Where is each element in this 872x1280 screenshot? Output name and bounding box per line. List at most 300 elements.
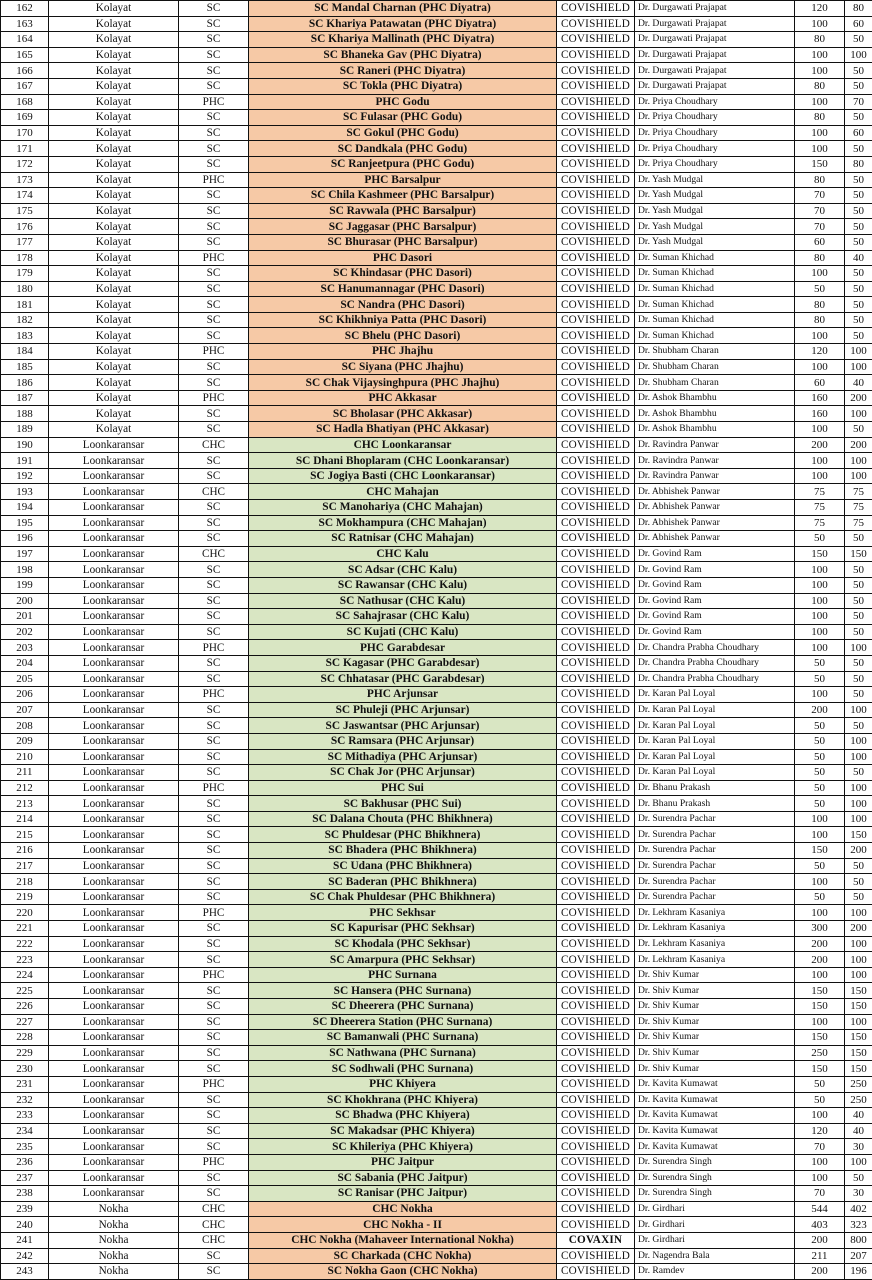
table-row <box>1 1154 872 1170</box>
doctor-cell: Dr. Surendra Singh <box>635 1170 795 1186</box>
session-site-cell: PHC Godu <box>249 94 557 110</box>
session-site-cell: SC Khikhniya Patta (PHC Dasori) <box>249 312 557 328</box>
block-cell: Nokha <box>49 1264 179 1280</box>
block-cell: Kolayat <box>49 156 179 172</box>
session-site-cell: CHC Nokha (Mahaveer International Nokha) <box>249 1232 557 1248</box>
facility-type-cell: SC <box>179 1108 249 1124</box>
second-dose-count-cell: 323 <box>845 1217 872 1233</box>
table-row <box>1 624 872 640</box>
dose-count-cell: 100 <box>795 624 845 640</box>
session-site-cell: SC Bamanwali (PHC Surnana) <box>249 1030 557 1046</box>
facility-type-cell: SC <box>179 733 249 749</box>
second-dose-count-cell: 50 <box>845 188 872 204</box>
dose-count-cell: 150 <box>795 983 845 999</box>
facility-type-cell: SC <box>179 609 249 625</box>
dose-count-cell: 150 <box>795 546 845 562</box>
dose-count-cell: 50 <box>795 1092 845 1108</box>
vaccine-cell: COVISHIELD <box>557 375 635 391</box>
block-cell: Loonkaransar <box>49 562 179 578</box>
block-cell: Loonkaransar <box>49 780 179 796</box>
doctor-cell: Dr. Lekhram Kasaniya <box>635 921 795 937</box>
session-site-cell: SC Khileriya (PHC Khiyera) <box>249 1139 557 1155</box>
facility-type-cell: SC <box>179 422 249 438</box>
second-dose-count-cell: 402 <box>845 1201 872 1217</box>
serial-number-cell: 183 <box>1 328 49 344</box>
facility-type-cell: PHC <box>179 250 249 266</box>
vaccine-cell: COVISHIELD <box>557 141 635 157</box>
doctor-cell: Dr. Girdhari <box>635 1217 795 1233</box>
facility-type-cell: SC <box>179 936 249 952</box>
serial-number-cell: 234 <box>1 1123 49 1139</box>
block-cell: Kolayat <box>49 78 179 94</box>
serial-number-cell: 228 <box>1 1030 49 1046</box>
dose-count-cell: 160 <box>795 406 845 422</box>
vaccine-cell: COVISHIELD <box>557 671 635 687</box>
session-site-cell: SC Gokul (PHC Godu) <box>249 125 557 141</box>
block-cell: Loonkaransar <box>49 702 179 718</box>
session-site-cell: SC Manohariya (CHC Mahajan) <box>249 500 557 516</box>
session-site-cell: SC Chak Jor (PHC Arjunsar) <box>249 765 557 781</box>
dose-count-cell: 403 <box>795 1217 845 1233</box>
second-dose-count-cell: 150 <box>845 1061 872 1077</box>
block-cell: Kolayat <box>49 188 179 204</box>
second-dose-count-cell: 100 <box>845 406 872 422</box>
block-cell: Kolayat <box>49 203 179 219</box>
dose-count-cell: 100 <box>795 1170 845 1186</box>
dose-count-cell: 160 <box>795 390 845 406</box>
table-row <box>1 390 872 406</box>
table-row <box>1 188 872 204</box>
facility-type-cell: SC <box>179 655 249 671</box>
serial-number-cell: 227 <box>1 1014 49 1030</box>
second-dose-count-cell: 50 <box>845 577 872 593</box>
serial-number-cell: 174 <box>1 188 49 204</box>
dose-count-cell: 100 <box>795 562 845 578</box>
vaccine-cell: COVISHIELD <box>557 1061 635 1077</box>
serial-number-cell: 207 <box>1 702 49 718</box>
block-cell: Kolayat <box>49 1 179 17</box>
vaccine-cell: COVISHIELD <box>557 94 635 110</box>
dose-count-cell: 150 <box>795 999 845 1015</box>
table-row <box>1 47 872 63</box>
session-site-cell: CHC Nokha - II <box>249 1217 557 1233</box>
second-dose-count-cell: 200 <box>845 843 872 859</box>
block-cell: Loonkaransar <box>49 687 179 703</box>
dose-count-cell: 50 <box>795 1076 845 1092</box>
vaccine-cell: COVISHIELD <box>557 219 635 235</box>
doctor-cell: Dr. Abhishek Panwar <box>635 515 795 531</box>
block-cell: Kolayat <box>49 406 179 422</box>
block-cell: Kolayat <box>49 344 179 360</box>
doctor-cell: Dr. Govind Ram <box>635 562 795 578</box>
serial-number-cell: 170 <box>1 125 49 141</box>
vaccine-cell: COVISHIELD <box>557 967 635 983</box>
serial-number-cell: 223 <box>1 952 49 968</box>
doctor-cell: Dr. Suman Khichad <box>635 266 795 282</box>
dose-count-cell: 100 <box>795 577 845 593</box>
second-dose-count-cell: 50 <box>845 219 872 235</box>
block-cell: Loonkaransar <box>49 843 179 859</box>
vaccine-cell: COVISHIELD <box>557 749 635 765</box>
second-dose-count-cell: 250 <box>845 1076 872 1092</box>
table-row <box>1 531 872 547</box>
dose-count-cell: 50 <box>795 531 845 547</box>
serial-number-cell: 222 <box>1 936 49 952</box>
facility-type-cell: SC <box>179 811 249 827</box>
session-site-cell: SC Baderan (PHC Bhikhnera) <box>249 874 557 890</box>
table-row <box>1 515 872 531</box>
doctor-cell: Dr. Kavita Kumawat <box>635 1076 795 1092</box>
facility-type-cell: SC <box>179 796 249 812</box>
second-dose-count-cell: 50 <box>845 172 872 188</box>
vaccine-cell: COVISHIELD <box>557 484 635 500</box>
facility-type-cell: SC <box>179 562 249 578</box>
facility-type-cell: SC <box>179 827 249 843</box>
dose-count-cell: 50 <box>795 796 845 812</box>
vaccine-cell: COVISHIELD <box>557 858 635 874</box>
facility-type-cell: SC <box>179 671 249 687</box>
session-site-cell: SC Mithadiya (PHC Arjunsar) <box>249 749 557 765</box>
session-site-cell: SC Khodala (PHC Sekhsar) <box>249 936 557 952</box>
dose-count-cell: 100 <box>795 359 845 375</box>
doctor-cell: Dr. Shiv Kumar <box>635 999 795 1015</box>
block-cell: Nokha <box>49 1217 179 1233</box>
doctor-cell: Dr. Surendra Pachar <box>635 827 795 843</box>
block-cell: Loonkaransar <box>49 1154 179 1170</box>
session-site-cell: SC Jogiya Basti (CHC Loonkaransar) <box>249 468 557 484</box>
serial-number-cell: 190 <box>1 437 49 453</box>
facility-type-cell: SC <box>179 1061 249 1077</box>
dose-count-cell: 50 <box>795 889 845 905</box>
serial-number-cell: 237 <box>1 1170 49 1186</box>
doctor-cell: Dr. Durgawati Prajapat <box>635 16 795 32</box>
facility-type-cell: SC <box>179 1170 249 1186</box>
serial-number-cell: 182 <box>1 312 49 328</box>
doctor-cell: Dr. Ravindra Panwar <box>635 468 795 484</box>
facility-type-cell: SC <box>179 1030 249 1046</box>
facility-type-cell: PHC <box>179 1154 249 1170</box>
facility-type-cell: SC <box>179 1014 249 1030</box>
session-site-cell: SC Phuldesar (PHC Bhikhnera) <box>249 827 557 843</box>
serial-number-cell: 168 <box>1 94 49 110</box>
block-cell: Loonkaransar <box>49 858 179 874</box>
dose-count-cell: 75 <box>795 500 845 516</box>
serial-number-cell: 239 <box>1 1201 49 1217</box>
dose-count-cell: 60 <box>795 234 845 250</box>
dose-count-cell: 150 <box>795 1061 845 1077</box>
session-site-cell: SC Ranisar (PHC Jaitpur) <box>249 1186 557 1202</box>
second-dose-count-cell: 100 <box>845 702 872 718</box>
doctor-cell: Dr. Yash Mudgal <box>635 203 795 219</box>
session-site-cell: SC Nathwana (PHC Surnana) <box>249 1045 557 1061</box>
dose-count-cell: 100 <box>795 1108 845 1124</box>
facility-type-cell: CHC <box>179 1232 249 1248</box>
dose-count-cell: 50 <box>795 780 845 796</box>
block-cell: Loonkaransar <box>49 484 179 500</box>
session-site-cell: SC Makadsar (PHC Khiyera) <box>249 1123 557 1139</box>
facility-type-cell: SC <box>179 624 249 640</box>
block-cell: Loonkaransar <box>49 749 179 765</box>
second-dose-count-cell: 100 <box>845 905 872 921</box>
serial-number-cell: 175 <box>1 203 49 219</box>
session-site-cell: SC Bhurasar (PHC Barsalpur) <box>249 234 557 250</box>
block-cell: Kolayat <box>49 390 179 406</box>
facility-type-cell: SC <box>179 1 249 17</box>
dose-count-cell: 100 <box>795 1014 845 1030</box>
dose-count-cell: 70 <box>795 188 845 204</box>
session-site-cell: SC Rawansar (CHC Kalu) <box>249 577 557 593</box>
vaccine-cell: COVISHIELD <box>557 1123 635 1139</box>
doctor-cell: Dr. Ravindra Panwar <box>635 453 795 469</box>
facility-type-cell: SC <box>179 32 249 48</box>
session-site-cell: SC Dheerera Station (PHC Surnana) <box>249 1014 557 1030</box>
session-site-cell: SC Ramsara (PHC Arjunsar) <box>249 733 557 749</box>
table-row <box>1 125 872 141</box>
serial-number-cell: 231 <box>1 1076 49 1092</box>
vaccine-cell: COVISHIELD <box>557 453 635 469</box>
facility-type-cell: SC <box>179 63 249 79</box>
block-cell: Kolayat <box>49 297 179 313</box>
table-row <box>1 468 872 484</box>
block-cell: Loonkaransar <box>49 1139 179 1155</box>
serial-number-cell: 242 <box>1 1248 49 1264</box>
facility-type-cell: CHC <box>179 1217 249 1233</box>
vaccine-cell: COVISHIELD <box>557 188 635 204</box>
serial-number-cell: 212 <box>1 780 49 796</box>
serial-number-cell: 166 <box>1 63 49 79</box>
serial-number-cell: 205 <box>1 671 49 687</box>
serial-number-cell: 179 <box>1 266 49 282</box>
vaccine-cell: COVISHIELD <box>557 874 635 890</box>
doctor-cell: Dr. Govind Ram <box>635 609 795 625</box>
serial-number-cell: 216 <box>1 843 49 859</box>
table-row <box>1 500 872 516</box>
vaccine-cell: COVISHIELD <box>557 63 635 79</box>
facility-type-cell: SC <box>179 874 249 890</box>
serial-number-cell: 169 <box>1 110 49 126</box>
dose-count-cell: 250 <box>795 1045 845 1061</box>
vaccine-cell: COVISHIELD <box>557 344 635 360</box>
second-dose-count-cell: 100 <box>845 952 872 968</box>
block-cell: Loonkaransar <box>49 437 179 453</box>
table-row <box>1 437 872 453</box>
serial-number-cell: 241 <box>1 1232 49 1248</box>
dose-count-cell: 50 <box>795 671 845 687</box>
block-cell: Loonkaransar <box>49 1092 179 1108</box>
doctor-cell: Dr. Yash Mudgal <box>635 172 795 188</box>
dose-count-cell: 300 <box>795 921 845 937</box>
block-cell: Kolayat <box>49 328 179 344</box>
facility-type-cell: SC <box>179 1186 249 1202</box>
vaccine-cell: COVISHIELD <box>557 687 635 703</box>
vaccine-cell: COVISHIELD <box>557 266 635 282</box>
block-cell: Loonkaransar <box>49 967 179 983</box>
block-cell: Loonkaransar <box>49 765 179 781</box>
facility-type-cell: SC <box>179 1123 249 1139</box>
session-site-cell: SC Bhaneka Gav (PHC Diyatra) <box>249 47 557 63</box>
dose-count-cell: 100 <box>795 593 845 609</box>
facility-type-cell: PHC <box>179 94 249 110</box>
facility-type-cell: SC <box>179 281 249 297</box>
table-row <box>1 453 872 469</box>
session-site-cell: CHC Mahajan <box>249 484 557 500</box>
second-dose-count-cell: 150 <box>845 1045 872 1061</box>
facility-type-cell: SC <box>179 312 249 328</box>
table-row <box>1 1092 872 1108</box>
session-site-cell: SC Khariya Patawatan (PHC Diyatra) <box>249 16 557 32</box>
vaccine-cell: COVISHIELD <box>557 531 635 547</box>
session-site-cell: SC Nathusar (CHC Kalu) <box>249 593 557 609</box>
dose-count-cell: 100 <box>795 63 845 79</box>
table-row <box>1 889 872 905</box>
doctor-cell: Dr. Shiv Kumar <box>635 983 795 999</box>
second-dose-count-cell: 150 <box>845 999 872 1015</box>
dose-count-cell: 80 <box>795 32 845 48</box>
serial-number-cell: 167 <box>1 78 49 94</box>
serial-number-cell: 195 <box>1 515 49 531</box>
serial-number-cell: 189 <box>1 422 49 438</box>
facility-type-cell: PHC <box>179 780 249 796</box>
second-dose-count-cell: 75 <box>845 484 872 500</box>
vaccine-cell: COVISHIELD <box>557 32 635 48</box>
session-site-cell: PHC Khiyera <box>249 1076 557 1092</box>
second-dose-count-cell: 50 <box>845 562 872 578</box>
doctor-cell: Dr. Karan Pal Loyal <box>635 749 795 765</box>
block-cell: Loonkaransar <box>49 1061 179 1077</box>
serial-number-cell: 194 <box>1 500 49 516</box>
session-site-cell: CHC Loonkaransar <box>249 437 557 453</box>
dose-count-cell: 200 <box>795 1232 845 1248</box>
facility-type-cell: SC <box>179 765 249 781</box>
block-cell: Loonkaransar <box>49 936 179 952</box>
session-site-cell: PHC Dasori <box>249 250 557 266</box>
dose-count-cell: 200 <box>795 702 845 718</box>
doctor-cell: Dr. Bhanu Prakash <box>635 780 795 796</box>
session-site-cell: SC Kagasar (PHC Garabdesar) <box>249 655 557 671</box>
session-site-cell: SC Bhadera (PHC Bhikhnera) <box>249 843 557 859</box>
vaccine-cell: COVISHIELD <box>557 546 635 562</box>
vaccine-cell: COVISHIELD <box>557 765 635 781</box>
session-site-cell: SC Tokla (PHC Diyatra) <box>249 78 557 94</box>
second-dose-count-cell: 150 <box>845 1030 872 1046</box>
vaccine-cell: COVISHIELD <box>557 936 635 952</box>
block-cell: Kolayat <box>49 125 179 141</box>
table-row <box>1 1248 872 1264</box>
doctor-cell: Dr. Shubham Charan <box>635 359 795 375</box>
second-dose-count-cell: 100 <box>845 359 872 375</box>
doctor-cell: Dr. Surendra Singh <box>635 1186 795 1202</box>
doctor-cell: Dr. Chandra Prabha Choudhary <box>635 655 795 671</box>
vaccine-cell: COVISHIELD <box>557 624 635 640</box>
dose-count-cell: 100 <box>795 640 845 656</box>
doctor-cell: Dr. Yash Mudgal <box>635 234 795 250</box>
second-dose-count-cell: 40 <box>845 375 872 391</box>
second-dose-count-cell: 50 <box>845 422 872 438</box>
session-site-cell: SC Mokhampura (CHC Mahajan) <box>249 515 557 531</box>
vaccine-cell: COVISHIELD <box>557 281 635 297</box>
session-site-cell: SC Hadla Bhatiyan (PHC Akkasar) <box>249 422 557 438</box>
table-row <box>1 32 872 48</box>
facility-type-cell: SC <box>179 406 249 422</box>
second-dose-count-cell: 60 <box>845 16 872 32</box>
second-dose-count-cell: 100 <box>845 796 872 812</box>
dose-count-cell: 80 <box>795 78 845 94</box>
doctor-cell: Dr. Lekhram Kasaniya <box>635 905 795 921</box>
vaccine-cell: COVISHIELD <box>557 1139 635 1155</box>
dose-count-cell: 100 <box>795 328 845 344</box>
serial-number-cell: 236 <box>1 1154 49 1170</box>
doctor-cell: Dr. Durgawati Prajapat <box>635 1 795 17</box>
doctor-cell: Dr. Suman Khichad <box>635 281 795 297</box>
facility-type-cell: SC <box>179 999 249 1015</box>
vaccine-cell: COVISHIELD <box>557 889 635 905</box>
table-row <box>1 1201 872 1217</box>
dose-count-cell: 200 <box>795 952 845 968</box>
table-row <box>1 1014 872 1030</box>
facility-type-cell: SC <box>179 1248 249 1264</box>
session-site-cell: SC Nokha Gaon (CHC Nokha) <box>249 1264 557 1280</box>
block-cell: Loonkaransar <box>49 577 179 593</box>
doctor-cell: Dr. Surendra Pachar <box>635 874 795 890</box>
doctor-cell: Dr. Govind Ram <box>635 546 795 562</box>
facility-type-cell: SC <box>179 47 249 63</box>
session-site-cell: SC Siyana (PHC Jhajhu) <box>249 359 557 375</box>
second-dose-count-cell: 50 <box>845 765 872 781</box>
dose-count-cell: 200 <box>795 1264 845 1280</box>
vaccine-cell: COVISHIELD <box>557 640 635 656</box>
facility-type-cell: SC <box>179 453 249 469</box>
vaccine-cell: COVISHIELD <box>557 780 635 796</box>
block-cell: Loonkaransar <box>49 1030 179 1046</box>
doctor-cell: Dr. Priya Choudhary <box>635 156 795 172</box>
table-row <box>1 250 872 266</box>
session-site-cell: PHC Garabdesar <box>249 640 557 656</box>
session-site-cell: SC Hanumannagar (PHC Dasori) <box>249 281 557 297</box>
table-row <box>1 640 872 656</box>
second-dose-count-cell: 100 <box>845 749 872 765</box>
table-row <box>1 94 872 110</box>
block-cell: Loonkaransar <box>49 1170 179 1186</box>
facility-type-cell: SC <box>179 141 249 157</box>
doctor-cell: Dr. Ramdev <box>635 1264 795 1280</box>
doctor-cell: Dr. Abhishek Panwar <box>635 500 795 516</box>
doctor-cell: Dr. Priya Choudhary <box>635 141 795 157</box>
facility-type-cell: SC <box>179 468 249 484</box>
block-cell: Kolayat <box>49 110 179 126</box>
serial-number-cell: 184 <box>1 344 49 360</box>
doctor-cell: Dr. Shiv Kumar <box>635 1014 795 1030</box>
session-site-cell: SC Ravwala (PHC Barsalpur) <box>249 203 557 219</box>
table-row <box>1 765 872 781</box>
serial-number-cell: 235 <box>1 1139 49 1155</box>
session-site-cell: SC Amarpura (PHC Sekhsar) <box>249 952 557 968</box>
dose-count-cell: 100 <box>795 1154 845 1170</box>
vaccine-cell: COVISHIELD <box>557 16 635 32</box>
serial-number-cell: 243 <box>1 1264 49 1280</box>
block-cell: Loonkaransar <box>49 889 179 905</box>
block-cell: Loonkaransar <box>49 905 179 921</box>
second-dose-count-cell: 100 <box>845 468 872 484</box>
table-row <box>1 952 872 968</box>
block-cell: Loonkaransar <box>49 796 179 812</box>
second-dose-count-cell: 80 <box>845 1 872 17</box>
vaccine-cell: COVAXIN <box>557 1232 635 1248</box>
second-dose-count-cell: 50 <box>845 858 872 874</box>
facility-type-cell: SC <box>179 515 249 531</box>
second-dose-count-cell: 196 <box>845 1264 872 1280</box>
table-row <box>1 1076 872 1092</box>
facility-type-cell: SC <box>179 718 249 734</box>
